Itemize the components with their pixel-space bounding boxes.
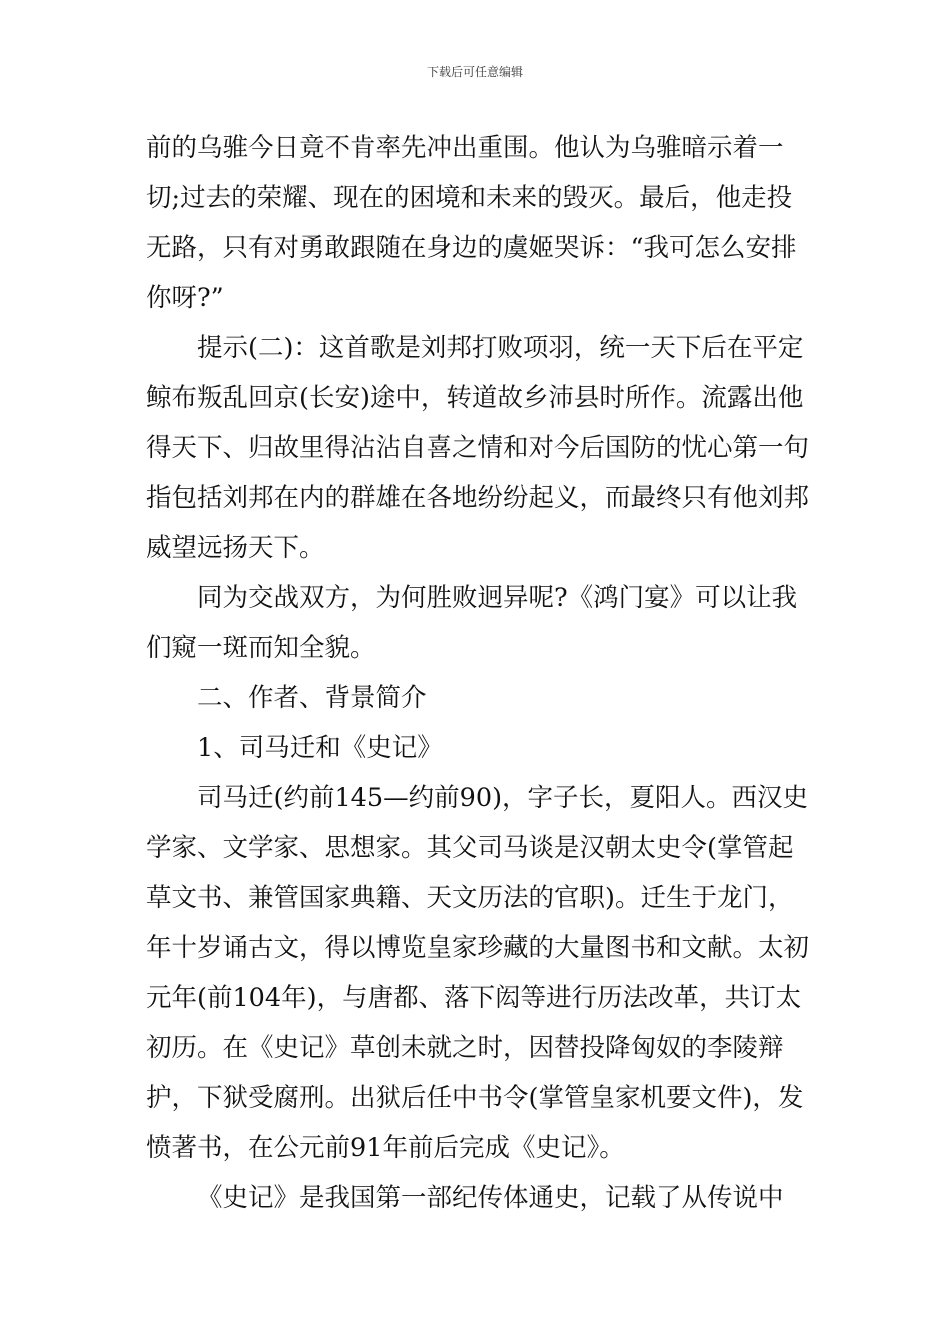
paragraph-sima-qian-bio: 司马迁(约前145—约前90)，字子长，夏阳人。西汉史学家、文学家、思想家。其父司马谈是汉朝太史令(掌管起草文书、兼管国家典籍、天文历法的官职)。迁生于龙门，年十岁诵古文，得以博览皇家珍藏的大量图书和文献。太初元年(前104年)，与唐都、落下闳等进行历法改革，共订太初历。在《史记》草创未就之时，因替投降匈奴的李陵辩护，下狱受腐刑。出狱后任中书令(掌管皇家机要文件)，发愤著书，在公元前91年前后完成《史记》。 [146, 783, 810, 1163]
section-heading-author-background: 二、作者、背景简介 [197, 683, 427, 713]
paragraph-shiji-intro: 《史记》是我国第一部纪传体通史，记载了从传说中 [197, 1183, 784, 1213]
document-body [146, 123, 814, 1223]
paragraph-transition: 同为交战双方，为何胜败迥异呢?《鸿门宴》可以让我们窥一斑而知全貌。 [146, 583, 798, 663]
paragraph-hint-two: 提示(二)：这首歌是刘邦打败项羽，统一天下后在平定鲸布叛乱回京(长安)途中，转道故乡沛县时所作。流露出他得天下、归故里得沾沾自喜之情和对今后国防的忧心第一句指包括刘邦在内的群雄在各地纷纷起义，而最终只有他刘邦威望远扬天下。 [146, 333, 810, 563]
subsection-heading-sima-qian: 1、司马迁和《史记》 [197, 733, 443, 763]
page-header: 下载后可任意编辑 [426, 65, 523, 79]
paragraph-continuation: 前的乌骓今日竟不肯率先冲出重围。他认为乌骓暗示着一切;过去的荣耀、现在的困境和未来的毁灭。最后，他走投无路，只有对勇敢跟随在身边的虞姬哭诉：“我可怎么安排你呀?” [146, 133, 797, 313]
